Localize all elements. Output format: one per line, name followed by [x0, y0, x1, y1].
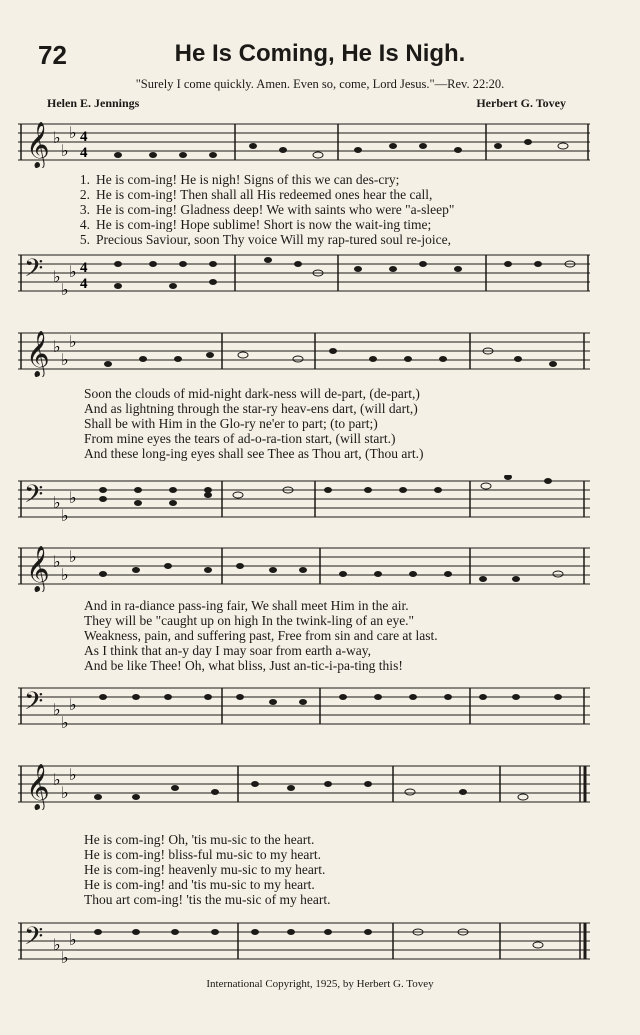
- svg-text:♭: ♭: [53, 493, 61, 512]
- svg-text:♭: ♭: [69, 695, 77, 714]
- svg-text:𝄞: 𝄞: [26, 331, 50, 377]
- verse-lines-4: [18, 832, 590, 907]
- svg-text:♭: ♭: [69, 930, 77, 949]
- svg-text:♭: ♭: [53, 935, 61, 954]
- verse-number: 4.: [79, 217, 90, 232]
- verse-line: [18, 862, 590, 877]
- svg-text:♭: ♭: [61, 280, 69, 299]
- composer-name: Herbert G. Tovey: [476, 96, 566, 110]
- treble-staff: [18, 118, 590, 168]
- svg-text:♭: ♭: [61, 948, 69, 967]
- svg-text:4: 4: [80, 145, 88, 161]
- svg-text:4: 4: [80, 129, 88, 145]
- verse-text: He is com-ing! and 'tis mu-sic to my heart.: [84, 877, 315, 892]
- verse-line: [18, 847, 590, 862]
- svg-text:♭: ♭: [53, 337, 61, 356]
- verse-text: He is com-ing! Oh, 'tis mu-sic to the heart.: [84, 832, 315, 847]
- svg-text:♭: ♭: [69, 332, 77, 351]
- verse-number: 3.: [79, 202, 90, 217]
- svg-text:♭: ♭: [53, 267, 61, 286]
- bass-staff: [18, 249, 590, 299]
- svg-text:♭: ♭: [53, 700, 61, 719]
- verse-number: 1.: [79, 172, 90, 187]
- svg-text:♭: ♭: [61, 783, 69, 802]
- svg-text:𝄞: 𝄞: [26, 546, 50, 592]
- verse-lines-3: [18, 598, 590, 673]
- svg-text:♭: ♭: [61, 506, 69, 525]
- svg-text:♭: ♭: [53, 552, 61, 571]
- verse-text: And these long-ing eyes shall see Thee as Thou art, (Thou art.): [84, 446, 424, 461]
- verse-line: [18, 643, 590, 658]
- svg-text:♭: ♭: [69, 547, 77, 566]
- treble-staff: [18, 327, 590, 377]
- bass-staff: [18, 475, 590, 525]
- verse-line: [18, 892, 590, 907]
- verse-text: And be like Thee! Oh, what bliss, Just an-tic-i-pa-ting this!: [84, 658, 403, 673]
- verse-line: [18, 832, 590, 847]
- verse-line: [18, 613, 590, 628]
- verse-line: [18, 431, 590, 446]
- verse-line: [18, 217, 590, 232]
- bass-staff: [18, 917, 590, 967]
- verse-line: [18, 446, 590, 461]
- hymn-number: 72: [38, 40, 67, 70]
- verse-text: Weakness, pain, and suffering past, Free from sin and care at last.: [84, 628, 438, 643]
- svg-text:♭: ♭: [69, 262, 77, 281]
- svg-text:♭: ♭: [61, 713, 69, 732]
- hymn-title: He Is Coming, He Is Nigh.: [174, 40, 466, 67]
- svg-text:𝄢: 𝄢: [24, 254, 44, 289]
- verse-text: He is com-ing! heavenly mu-sic to my heart.: [84, 862, 326, 877]
- verse-line: [18, 232, 590, 247]
- svg-text:♭: ♭: [69, 765, 77, 784]
- svg-text:𝄢: 𝄢: [24, 480, 44, 515]
- verse-line: [18, 416, 590, 431]
- svg-text:♭: ♭: [69, 488, 77, 507]
- svg-text:♭: ♭: [53, 128, 61, 147]
- copyright-notice: International Copyright, 1925, by Herbert G. Tovey: [206, 978, 434, 990]
- bass-staff: [18, 682, 590, 732]
- svg-text:4: 4: [80, 260, 88, 276]
- svg-text:𝄢: 𝄢: [24, 922, 44, 957]
- svg-text:4: 4: [80, 276, 88, 292]
- music-system-4: [18, 752, 590, 972]
- lyricist-name: Helen E. Jennings: [47, 96, 140, 110]
- treble-staff: [18, 760, 590, 810]
- verse-text: And in ra-diance pass-ing fair, We shall meet Him in the air.: [84, 598, 409, 613]
- verse-line: [18, 386, 590, 401]
- verse-text: He is com-ing! Then shall all His redeemed ones hear the call,: [96, 187, 433, 202]
- verse-text: As I think that an-y day I may soar from earth a-way,: [84, 643, 372, 658]
- music-system-2: [18, 327, 590, 527]
- verse-text: From mine eyes the tears of ad-o-ra-tion start, (will start.): [84, 431, 396, 446]
- verse-lines-1: [18, 172, 590, 247]
- verse-text: He is com-ing! He is nigh! Signs of this we can des-cry;: [96, 172, 400, 187]
- svg-text:♭: ♭: [69, 123, 77, 142]
- verse-line: [18, 401, 590, 416]
- verse-text: Precious Saviour, soon Thy voice Will my rap-tured soul re-joice,: [96, 232, 451, 247]
- verse-line: [18, 628, 590, 643]
- svg-text:𝄞: 𝄞: [26, 764, 50, 810]
- music-system-3: [18, 542, 590, 732]
- treble-staff: [18, 542, 590, 592]
- verse-line: [18, 598, 590, 613]
- verse-text: Shall be with Him in the Glo-ry ne'er to part; (to part;): [84, 416, 378, 431]
- verse-line: [18, 172, 590, 187]
- svg-text:♭: ♭: [61, 565, 69, 584]
- verse-lines-2: [18, 386, 590, 461]
- verse-number: 2.: [79, 187, 90, 202]
- verse-line: [18, 202, 590, 217]
- svg-text:♭: ♭: [61, 350, 69, 369]
- verse-text: They will be "caught up on high In the twink-ling of an eye.": [84, 613, 415, 628]
- svg-text:𝄢: 𝄢: [24, 687, 44, 722]
- scripture-reference: "Surely I come quickly. Amen. Even so, come, Lord Jesus."—Rev. 22:20.: [135, 77, 505, 91]
- svg-text:♭: ♭: [53, 770, 61, 789]
- verse-line: [18, 877, 590, 892]
- svg-text:𝄞: 𝄞: [26, 122, 50, 168]
- verse-text: Thou art com-ing! 'tis the mu-sic of my heart.: [84, 892, 331, 907]
- verse-line: [18, 187, 590, 202]
- verse-text: He is com-ing! bliss-ful mu-sic to my heart.: [84, 847, 321, 862]
- music-system-1: [18, 118, 590, 298]
- verse-line: [18, 658, 590, 673]
- verse-number: 5.: [79, 232, 90, 247]
- verse-text: He is com-ing! Hope sublime! Short is now the wait-ing time;: [96, 217, 432, 232]
- verse-text: He is com-ing! Gladness deep! We with saints who were "a-sleep": [96, 202, 455, 217]
- verse-text: And as lightning through the star-ry heav-ens dart, (will dart,): [84, 401, 418, 416]
- svg-text:♭: ♭: [61, 141, 69, 160]
- verse-text: Soon the clouds of mid-night dark-ness will de-part, (de-part,): [84, 386, 420, 401]
